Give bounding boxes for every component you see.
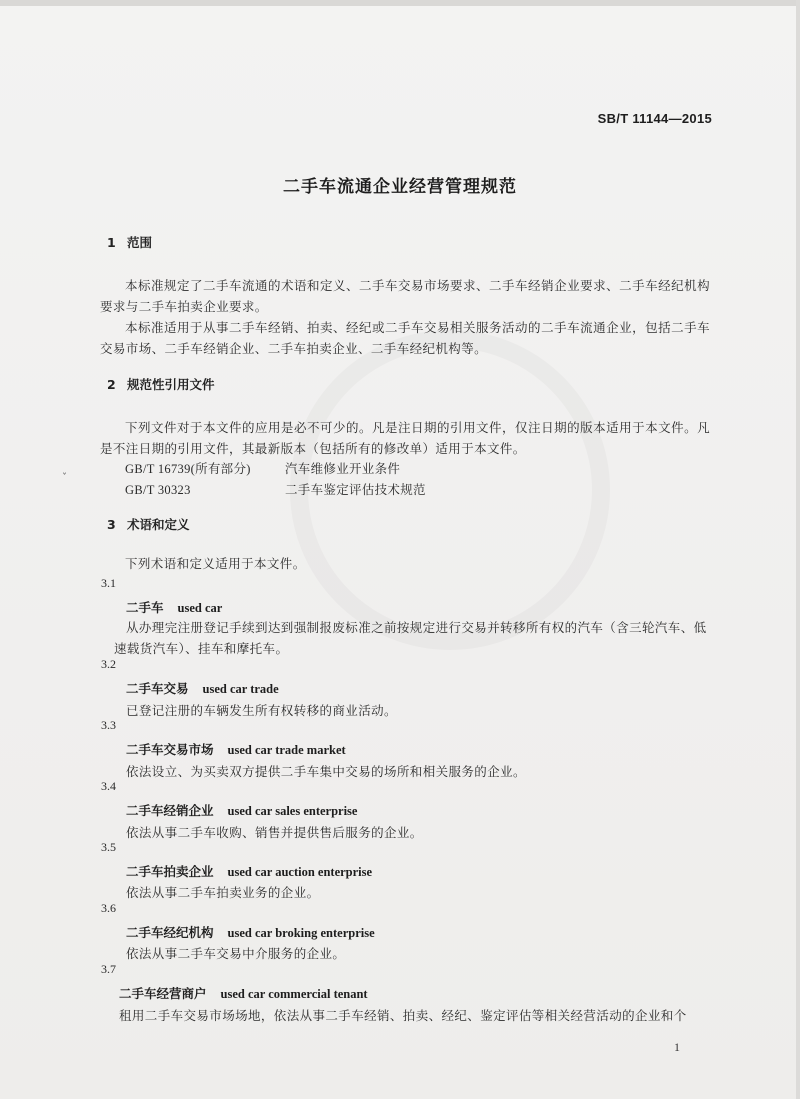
term-heading xyxy=(126,923,375,941)
reference-title: 二手车鉴定评估技术规范 xyxy=(285,482,426,497)
section-number: 2 xyxy=(107,377,116,392)
page-number: 1 xyxy=(674,1040,680,1054)
term-definition: 已登记注册的车辆发生所有权转移的商业活动。 xyxy=(126,703,397,718)
clause-number: 3.7 xyxy=(101,962,116,976)
scan-edge-top xyxy=(0,0,800,6)
paragraph: 下列术语和定义适用于本文件。 xyxy=(125,556,306,571)
term-heading xyxy=(126,679,279,697)
term-en: used car xyxy=(177,601,223,615)
term-definition: 从办理完注册登记手续到达到强制报废标准之前按规定进行交易并转移所有权的汽车（含三轮汽车、低速载货汽车）、挂车和摩托车。 xyxy=(114,620,707,656)
paragraph: 本标准规定了二手车流通的术语和定义、二手车交易市场要求、二手车经销企业要求、二手车经纪机构要求与二手车拍卖企业要求。 xyxy=(100,278,710,314)
reference-code: GB/T 30323 xyxy=(125,483,191,497)
term-en: used car trade xyxy=(202,682,279,696)
reference-item xyxy=(125,459,400,477)
term-definition: 依法从事二手车拍卖业务的企业。 xyxy=(126,885,320,900)
section-title: 规范性引用文件 xyxy=(127,377,215,392)
section-3-heading xyxy=(107,515,190,533)
term-definition: 依法从事二手车收购、销售并提供售后服务的企业。 xyxy=(126,825,423,840)
section-2-heading xyxy=(107,375,215,393)
section-1-heading xyxy=(107,233,152,251)
clause-number: 3.3 xyxy=(101,718,116,732)
term-zh: 二手车交易 xyxy=(126,681,189,696)
term-en: used car commercial tenant xyxy=(220,987,368,1001)
term-definition: 依法设立、为买卖双方提供二手车集中交易的场所和相关服务的企业。 xyxy=(126,764,526,779)
term-heading xyxy=(126,740,346,758)
clause-number: 3.1 xyxy=(101,576,116,590)
document-title: 二手车流通企业经营管理规范 xyxy=(283,177,517,197)
section-number: 1 xyxy=(107,235,116,250)
term-definition: 租用二手车交易市场场地，依法从事二手车经销、拍卖、经纪、鉴定评估等相关经营活动的企业和个 xyxy=(119,1008,687,1023)
term-zh: 二手车 xyxy=(126,600,164,615)
paragraph: 本标准适用于从事二手车经销、拍卖、经纪或二手车交易相关服务活动的二手车流通企业，包括二手车交易市场、二手车经销企业、二手车拍卖企业、二手车经纪机构等。 xyxy=(100,320,710,356)
term-en: used car trade market xyxy=(227,743,346,757)
term-definition: 依法从事二手车交易中介服务的企业。 xyxy=(126,946,346,961)
term-en: used car sales enterprise xyxy=(227,804,358,818)
scan-edge-right xyxy=(796,0,800,1099)
scan-mark: ˇ xyxy=(62,473,67,484)
reference-item xyxy=(125,480,426,498)
term-heading xyxy=(119,984,368,1002)
clause-number: 3.4 xyxy=(101,779,116,793)
clause-number: 3.2 xyxy=(101,657,116,671)
term-zh: 二手车经纪机构 xyxy=(126,925,214,940)
reference-code: GB/T 16739(所有部分) xyxy=(125,462,251,476)
standard-code: SB/T 11144—2015 xyxy=(597,111,712,126)
section-number: 3 xyxy=(107,517,116,532)
clause-number: 3.5 xyxy=(101,840,116,854)
clause-number: 3.6 xyxy=(101,901,116,915)
section-title: 术语和定义 xyxy=(127,517,190,532)
section-title: 范围 xyxy=(127,235,153,250)
term-zh: 二手车交易市场 xyxy=(126,742,214,757)
term-en: used car broking enterprise xyxy=(227,926,375,940)
reference-title: 汽车维修业开业条件 xyxy=(285,461,401,476)
term-heading xyxy=(126,598,222,616)
paragraph: 下列文件对于本文件的应用是必不可少的。凡是注日期的引用文件，仅注日期的版本适用于本文件。凡是不注日期的引用文件，其最新版本（包括所有的修改单）适用于本文件。 xyxy=(100,420,710,456)
term-heading xyxy=(126,801,357,819)
term-en: used car auction enterprise xyxy=(227,865,373,879)
term-heading xyxy=(126,862,372,880)
term-zh: 二手车经销企业 xyxy=(126,803,214,818)
term-zh: 二手车经营商户 xyxy=(119,986,207,1001)
term-zh: 二手车拍卖企业 xyxy=(126,864,214,879)
